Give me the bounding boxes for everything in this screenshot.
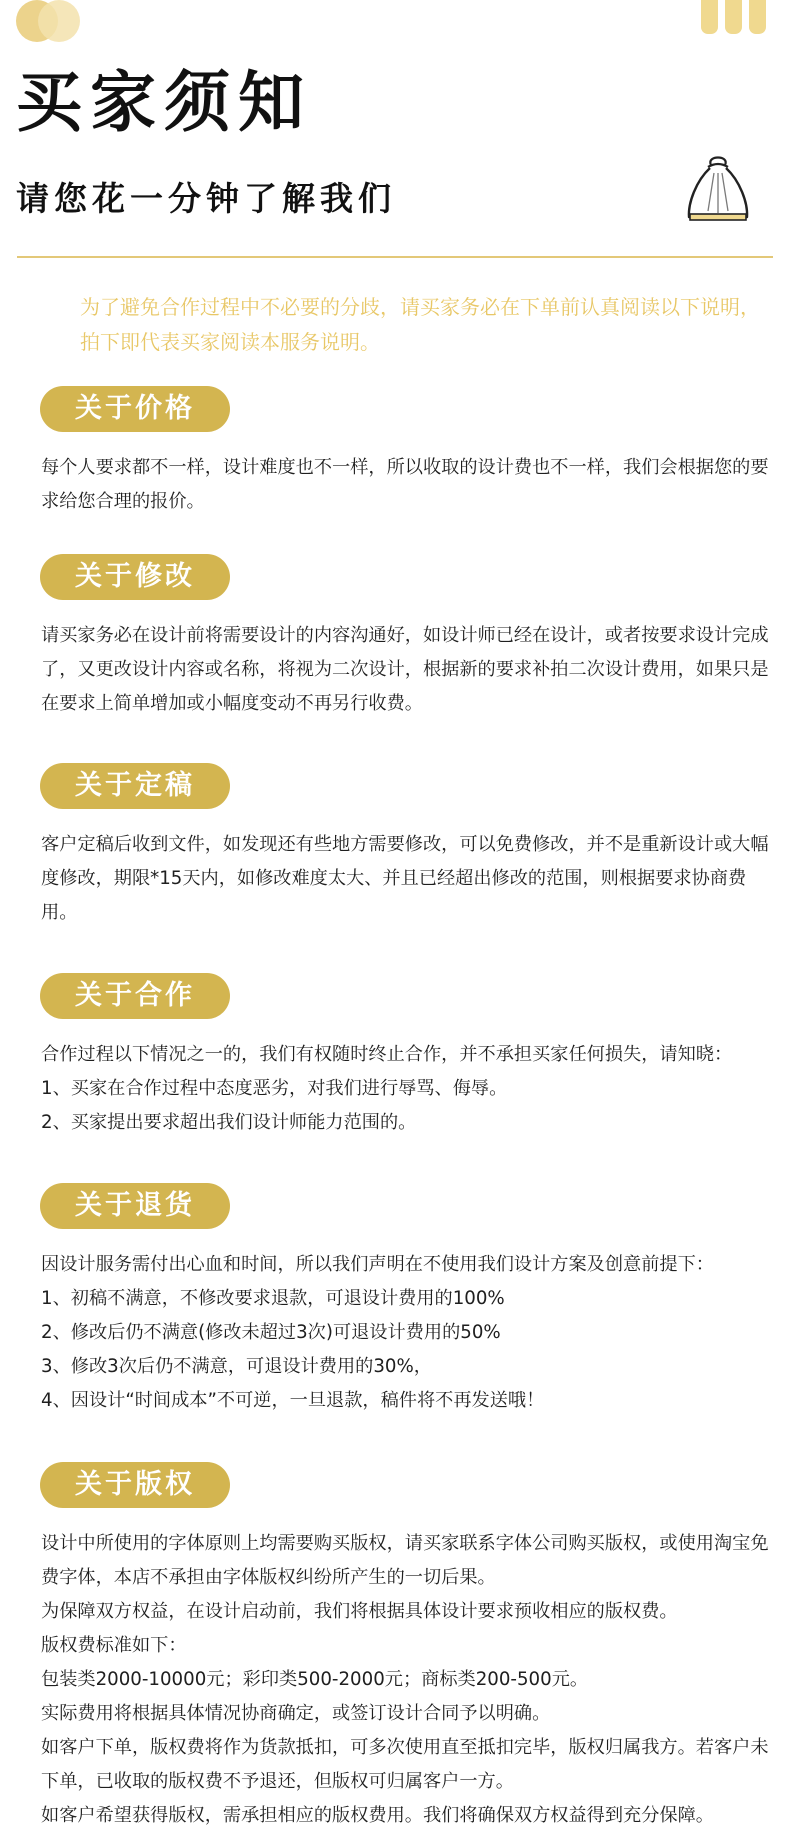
section-body (41, 619, 778, 721)
circle-decoration (38, 0, 80, 42)
list-item: 3、修改3次后仍不满意，可退设计费用的30%， (41, 1356, 432, 1377)
section-body (41, 1038, 778, 1140)
section-heading-pill: 关于版权 (40, 1462, 230, 1508)
section-heading-pill: 关于价格 (40, 386, 230, 432)
section-text: 实际费用将根据具体情况协商确定，或签订设计合同予以明确。 (41, 1703, 551, 1724)
section-body (41, 1248, 778, 1418)
section-text: 设计中所使用的字体原则上均需要购买版权，请买家联系字体公司购买版权，或使用淘宝免费字体，本店不承担由字体版权纠纷所产生的一切后果。 (41, 1533, 769, 1588)
list-item: 1、买家在合作过程中态度恶劣，对我们进行辱骂、侮辱。 (41, 1078, 508, 1099)
section-text: 版权费标准如下： (41, 1635, 187, 1656)
list-item: 1、初稿不满意，不修改要求退款，可退设计费用的100% (41, 1288, 505, 1309)
circles-icon (16, 0, 96, 40)
section-heading-pill: 关于合作 (40, 973, 230, 1019)
section-heading-pill: 关于修改 (40, 554, 230, 600)
bar-decoration (701, 0, 718, 34)
section-text: 客户定稿后收到文件，如发现还有些地方需要修改，可以免费修改，并不是重新设计或大幅度修改，期限*15天内，如修改难度太大、并且已经超出修改的范围，则根据要求协商费用。 (41, 834, 769, 923)
bar-decoration (725, 0, 742, 34)
bars-icon (701, 0, 766, 34)
section-text: 请买家务必在设计前将需要设计的内容沟通好，如设计师已经在设计，或者按要求设计完成了，又更改设计内容或名称，将视为二次设计，根据新的要求补拍二次设计费用，如果只是在要求上简单增加或小幅度变动不再另行收费。 (41, 625, 769, 714)
intro-notice: 为了避免合作过程中不必要的分歧，请买家务必在下单前认真阅读以下说明，拍下即代表买家阅读本服务说明。 (80, 295, 760, 354)
list-item: 4、因设计“时间成本”不可逆，一旦退款，稿件将不再发送哦！ (41, 1390, 545, 1411)
section-body (41, 451, 778, 519)
bar-decoration (749, 0, 766, 34)
section-text: 如客户希望获得版权，需承担相应的版权费用。我们将确保双方权益得到充分保障。 (41, 1805, 714, 1826)
section-heading-pill: 关于定稿 (40, 763, 230, 809)
section-body (41, 828, 778, 930)
section-body (41, 1527, 778, 1833)
section-text: 包装类2000-10000元；彩印类500-2000元；商标类200-500元。 (41, 1669, 589, 1690)
list-item: 2、买家提出要求超出我们设计师能力范围的。 (41, 1112, 417, 1133)
page-title: 买家须知 (16, 64, 312, 141)
drawstring-bag-icon (686, 151, 750, 223)
section-text: 为保障双方权益，在设计启动前，我们将根据具体设计要求预收相应的版权费。 (41, 1601, 678, 1622)
list-item: 2、修改后仍不满意(修改未超过3次)可退设计费用的50% (41, 1322, 501, 1343)
section-text: 每个人要求都不一样，设计难度也不一样，所以收取的设计费也不一样，我们会根据您的要求给您合理的报价。 (41, 457, 769, 512)
header-divider (17, 256, 773, 258)
page-subtitle: 请您花一分钟了解我们 (16, 179, 396, 218)
section-text: 因设计服务需付出心血和时间，所以我们声明在不使用我们设计方案及创意前提下： (41, 1254, 714, 1275)
section-heading-pill: 关于退货 (40, 1183, 230, 1229)
section-text: 合作过程以下情况之一的，我们有权随时终止合作，并不承担买家任何损失，请知晓： (41, 1044, 733, 1065)
section-text: 如客户下单，版权费将作为货款抵扣，可多次使用直至抵扣完毕，版权归属我方。若客户未下单，已收取的版权费不予退还，但版权可归属客户一方。 (41, 1737, 769, 1792)
